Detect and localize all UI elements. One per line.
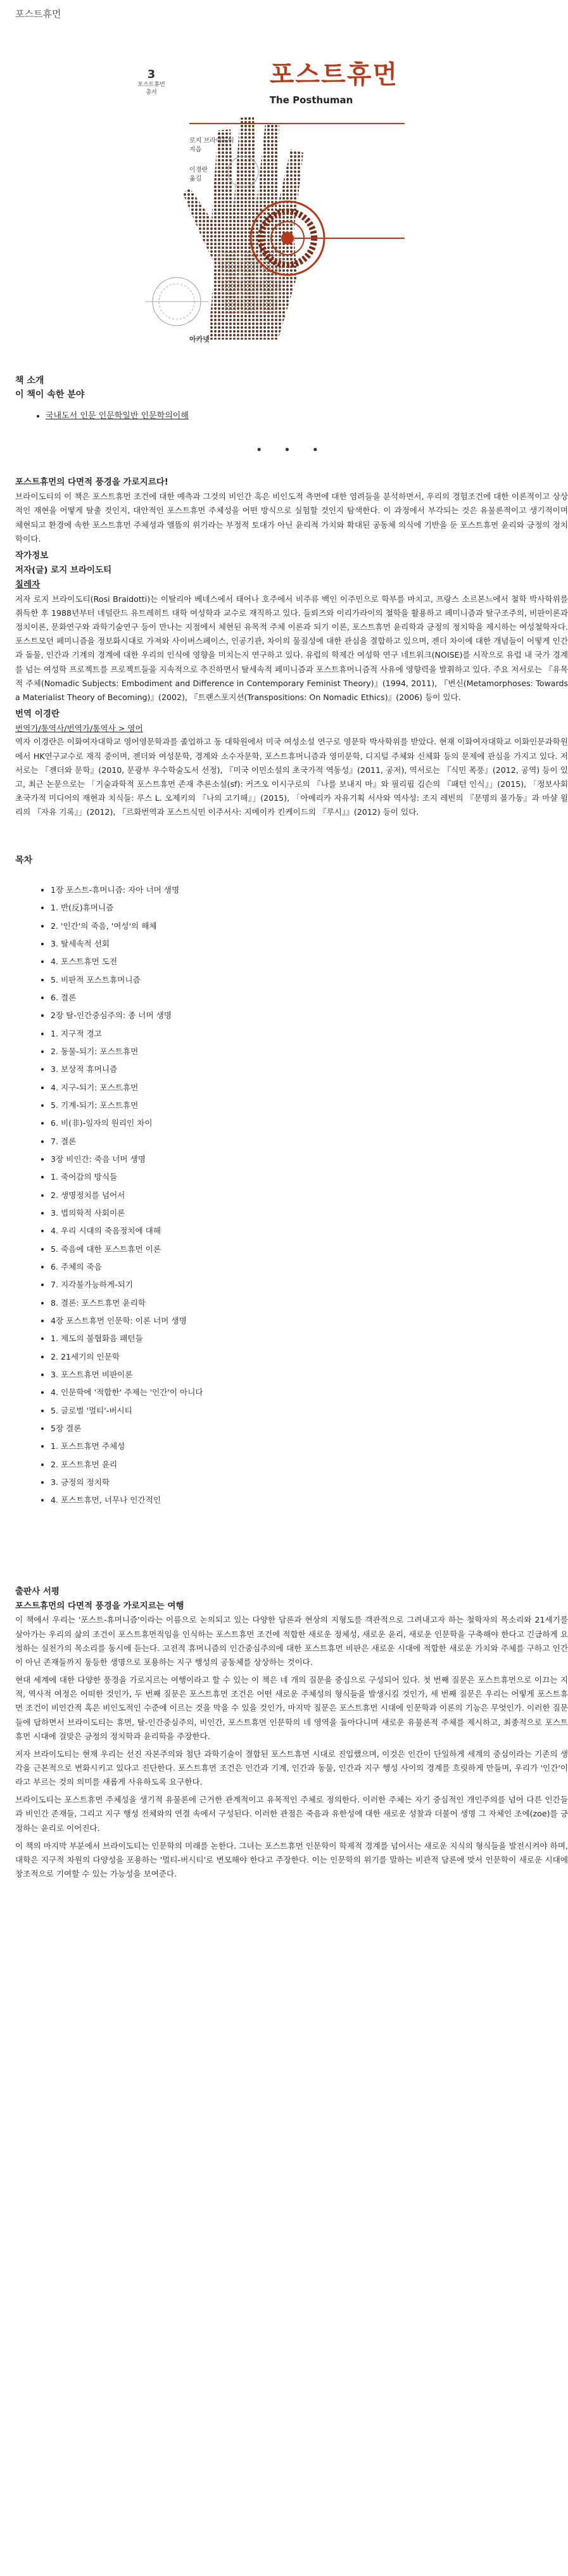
toc-item: • 3. 법의학적 사회이론 (51, 1204, 568, 1222)
intro-heading: 책 소개 (15, 375, 44, 386)
author-section (15, 549, 568, 705)
series-number: 3 (147, 67, 156, 81)
review-section (15, 1584, 568, 1882)
toc-item: • 5. 죽음에 대한 포스트휴먼 이론 (51, 1240, 568, 1258)
toc-item: • 4. 우리 시대의 죽음정치에 대해 (51, 1222, 568, 1240)
toc-item: • 3. 보상적 휴머니즘 (51, 1061, 568, 1078)
toc-heading: 목차 (15, 855, 33, 866)
review-paragraph: 이 책의 마지막 부분에서 브라이도티는 인문학의 미래를 논한다. 그녀는 포스트휴먼 인문학이 학제적 경계를 넘어서는 새로운 지식의 형식들을 발전시켜야 하며, 대학은 지구적 차원의 다양성을 포용하는 '멀티-버시티'로 변모해야 한다고 주장한다. 이는 인문학의 위기를 말하는 비관적 담론에 맞서 인문학이 새로운 시대에 창조적으로 기여할 수 있는 가능성을 보여준다. (15, 1840, 568, 1879)
toc-item: • 4. 포스트휴먼, 너무나 인간적인 (51, 1491, 568, 1509)
cover-translator-role: 옮김 (189, 175, 202, 182)
toc-item: • 5. 기계-되기: 포스트휴먼 (51, 1097, 568, 1114)
toc-item: • 7. 지각불가능하게-되기 (51, 1276, 568, 1294)
toc-item: • 3장 비인간: 죽음 너머 생명 (51, 1151, 568, 1168)
toc-list (15, 881, 568, 1509)
toc-item: • 6. 비(非)-일자의 원리인 차이 (51, 1114, 568, 1132)
translator-section (15, 707, 568, 819)
toc-item: • 1. 포스트휴먼 주체성 (51, 1438, 568, 1455)
toc-item: • 4. 인문학에 '적합한' 주제는 '인간'이 아니다 (51, 1384, 568, 1401)
toc-item: • 4. 지구-되기: 포스트휴먼 (51, 1079, 568, 1097)
toc-item: • 6. 결론 (51, 989, 568, 1007)
toc-item: • 3. 탈세속적 선회 (51, 935, 568, 953)
toc-item: • 2. 동물-되기: 포스트휴먼 (51, 1043, 568, 1061)
toc-item: • 4장 포스트휴먼 인문학: 이론 너머 생명 (51, 1312, 568, 1330)
review-paragraph: 현대 세계에 대한 다양한 풍경을 가로지르는 여행이라고 할 수 있는 이 책은 네 개의 질문을 중심으로 구성되어 있다. 첫 번째 질문은 포스트휴먼으로 이끄는 지적, 역사적 여정은 어떠한 것인가, 두 번째 질문은 포스트휴먼 조건은 어떤 새로운 주체성의 형식들을 발생시킬 것인가, 세 번째 질문은 우리는 어떻게 포스트휴먼 조건이 비인간적 혹은 비인도적인 수준에 이르는 것을 막을 수 있을 것인가, 마지막 질문은 포스트휴먼 시대에 인문학과 이론의 기능은 무엇인가. 이러한 질문들에 답하면서 브라이도티는 휴먼, 탈-인간중심주의, 비인간, 포스트휴먼 인문학의 네 영역을 돌아다니며 새로운 유물론적 주체를 제시하고, 최종적으로 포스트휴먼 시대에 걸맞은 긍정의 정치학과 윤리학을 주장한다. (15, 1675, 568, 1741)
toc-item: • 5장 결론 (51, 1420, 568, 1438)
cover-title-en: The Posthuman (269, 94, 353, 106)
book-summary (15, 475, 568, 546)
cover-title-block (270, 61, 398, 109)
series-label-1: 포스트휴먼 (137, 81, 165, 88)
page-title: 포스트휴먼 (15, 8, 61, 20)
series-label-2: 총서 (146, 89, 157, 96)
toc-item: • 6. 주체의 죽음 (51, 1258, 568, 1276)
category-list (15, 409, 568, 423)
cover-publisher: 아카넷 (189, 335, 210, 343)
toc-item: • 8. 결론: 포스트휴먼 윤리학 (51, 1294, 568, 1312)
toc-item: • 2. 포스트휴먼 윤리 (51, 1456, 568, 1474)
toc-item: • 1. 반(反)휴머니즘 (51, 899, 568, 917)
toc-item: • 2. '인간'의 죽음, '여성'의 해체 (51, 917, 568, 935)
toc-item: • 1. 죽어감의 방식들 (51, 1168, 568, 1186)
series-badge (132, 67, 170, 97)
translator-field[interactable]: 번역가/통역사/번역가/통역사 > 영어 (15, 723, 143, 733)
category-link[interactable]: 국내도서 인문 인문학일반 인문학의이해 (46, 411, 189, 421)
cover-title-ko: 포스트휴먼 (269, 60, 398, 89)
book-summary-text: 브라이도티의 이 책은 포스트휴먼 조건에 대한 예측과 그것의 비인간 혹은 비인도적 측면에 대한 염려들을 분석하면서, 우리의 경험조건에 대한 이론적이고 상상적인 재현을 어떻게 탈출 것인지, 대안적인 포스트휴먼 주체성을 어떤 방식으로 실험할 것인지 탐색한다. 이 과정에서 부각되는 것은 유물론적이고 생기적이며 체현되고 환경에 속한 포스트휴먼 주체성과 앨뜸의 위기라는 부정적 토대가 아닌 윤리적 가치와 확대된 공동체 의식에 기반을 둔 포스트휴먼 윤리와 긍정의 정치학이다. (15, 492, 568, 544)
toc-item: • 7. 결론 (51, 1133, 568, 1151)
author-real-name[interactable]: 칠레자 (15, 579, 41, 590)
cover-author-name: 로지 브라이도티 (189, 137, 234, 144)
review-heading: 출판사 서평 (15, 1586, 60, 1597)
author-bio: 저자 로지 브라이도티(Rosi Braidotti)는 이탈리아 베네스에서 태어나 호주에서 비주류 백인 이주민으로 학부를 마치고, 프랑스 소르본느에서 철학 박사학위를 취득한 후 1988년부터 네덜란드 유트레히트 대학 여성학과 교수로 재직하고 있다. 들뢰즈와 이리가라이의 철학을 활용하고 페미니즘과 탈구조주의, 비판이론과 정치이론, 문화연구와 과학기술연구 등이 만나는 지점에서 체현된 유목적 주체 이론과 되기 이론, 포스트휴먼 윤리학과 긍정의 정치학을 제시하는 여성철학자다. 포스트모던 페미니즘을 정보화시대로 가져와 사이버스페이스, 인공기관, 차이의 물질성에 대한 관심을 결합하고 있으며, 젠더 차이에 대한 개념들이 어떻게 인간과 돌물, 인간과 기계의 경계에 대한 우리의 인식에 영향을 미치는지 연구하고 있다. 유럽의 학제간 여성학 연구 네트워크(NOISE)를 시작으로 유럽 내 국가 경계를 넘는 여성학 프로젝트를 프로젝트들을 지속적으로 추진하면서 탈세속적 페미니즘과 포스트휴머니즘적 사유에 영향력을 발휘하고 있다. 주요 저서로는 『유목적 주체(Nomadic Subjects: Embodiment and Difference in Contemporary Feminist Theory)』(1994, 2011), 『변신(Metamorphoses: Towards a Materialist Theory of Becoming)』(2002), 『트랜스포지션(Transpositions: On Nomadic Ethics)』(2006) 등이 있다. (15, 594, 568, 702)
book-cover (107, 48, 411, 359)
toc-item: • 3. 포스트휴먼 비판이론 (51, 1366, 568, 1384)
review-paragraph: 저자 브라이도티는 현재 우리는 선진 자본주의와 첨단 과학기술이 결합된 포스트휴먼 시대로 진입했으며, 이것은 인간이 단일하게 세계의 중심이라는 기존의 생각을 근본적으로 변화시키고 있다고 진단한다. 포스트휴먼 조건은 인간과 기계, 인간과 동물, 인간과 지구 행성 사이의 경계를 흐릿하게 만들며, 우리가 '인간'이라고 부르는 것의 의미를 새롭게 사유하도록 요구한다. (15, 1749, 568, 1787)
toc-item: • 5. 글로벌 '멀티'-버시티 (51, 1402, 568, 1420)
toc-item: • 4. 포스트휴먼 도전 (51, 953, 568, 971)
cover-rule (189, 123, 405, 124)
toc-item: • 1. 지구적 경고 (51, 1025, 568, 1043)
cover-author-role: 지음 (189, 146, 202, 153)
toc-item: • 2. 21세기의 인문학 (51, 1348, 568, 1366)
cover-translator-name: 이경란 (189, 166, 208, 174)
book-headline: 포스트휴먼의 다면적 풍경을 가로지르다! (15, 477, 168, 488)
page (15, 6, 568, 1881)
toc-item: • 3. 긍정의 정치학 (51, 1474, 568, 1491)
cover-credits (189, 137, 234, 184)
translator-heading: 번역 이경란 (15, 709, 60, 719)
translator-bio: 역자 이경란은 이화여자대학교 영어영문학과를 졸업하고 동 대학원에서 미국 여성소설 연구로 영문학 박사학위를 받았다. 현재 이화여자대학교 이화인문과학원에서 HK연구교수로 재직 중이며, 젠더와 여성문학, 경계와 소수자문학, 포스트휴머니즘과 영미문학, 디지털 주체와 신체화 등의 문제에 관심을 가지고 있다. 저서로는 『젠더와 문학』(2010, 문광부 우수학술도서 선정), 『미국 이민소설의 초국가적 역동성』(2011, 공저), 역서로는 『식민 폭풍』(2012, 공역) 등이 있고, 최근 논문으로는 「기술과학적 포스트휴먼 존재 추론소설(sf): 커즈오 이시구로의 『나를 보내지 마』와 필리핍 김슨의 『패턴 인식』」(2015), 「정보사회 초국가적 미디어의 재현과 치식들: 루스 L. 오제키의 『나의 고기해』」(2015), 「아메리카 자유기획 서사와 역사성: 조지 레빈의 『문명의 몰가동』과 마샬 윌리의 『자유 기록』」(2012), 『르화번역과 포스트식민 이주서사: 지메이카 킨케이드의 『루시』』(2012) 등이 있다. (15, 737, 568, 817)
category-heading: 이 책이 속한 분야 (15, 389, 85, 400)
toc-item: • 1. 제도의 불협화음 패턴들 (51, 1330, 568, 1348)
section-divider: • • • (255, 443, 328, 457)
toc-item: • 5. 비판적 포스트휴머니즘 (51, 971, 568, 989)
review-paragraph: 브라이도티는 포스트휴먼 주체성을 생기적 유물론에 근거한 관계적이고 유목적인 주체로 정의한다. 이러한 주체는 자기 중심적인 개인주의를 넘어 다른 인간들과 비인간 존재들, 그리고 지구 행성 전체와의 연결 속에서 구성된다. 이러한 관점은 죽음과 유한성에 대한 새로운 성찰과 더불어 생명 그 자체인 조에(zoe)를 긍정하는 윤리로 이어진다. (15, 1795, 568, 1833)
toc-item: • 2. 생명정치를 넘어서 (51, 1187, 568, 1204)
review-paragraph: 이 책에서 우리는 '포스트-휴머니즘'이라는 이름으로 논의되고 있는 다양한 담론과 현상의 지형도를 객관적으로 그려내고자 하는 철학자의 목소리와 21세기를 살아가는 우리의 삶의 조건이 포스트휴먼적임을 인식하는 포스트휴먼 조건에 적합한 새로운 정체성, 새로운 윤리, 새로운 인문학을 구축해야 한다고 긴급하게 요청하는 실천가의 목소리를 동시에 듣는다. 고전적 휴머니즘의 인간중심주의에 대한 포스트휴먼 비판은 새로운 시대에 적합한 새로운 가치와 주체를 구하고 인간이 아닌 존재들까지 동등한 생명으로 포용하는 지구 행성의 공동체를 상상하는 것이다. (15, 1615, 568, 1667)
author-heading: 작가정보 (15, 550, 49, 561)
toc-item: • 2장 탈-인간중심주의: 종 너머 생명 (51, 1007, 568, 1024)
author-line: 저자(글) 로지 브라이도티 (15, 564, 112, 575)
review-subheading: 포스트휴먼의 다면적 풍경을 가로지르는 여행 (15, 1600, 184, 1611)
toc-item: • 1장 포스트-휴머니즘: 자아 너머 생명 (51, 881, 568, 899)
